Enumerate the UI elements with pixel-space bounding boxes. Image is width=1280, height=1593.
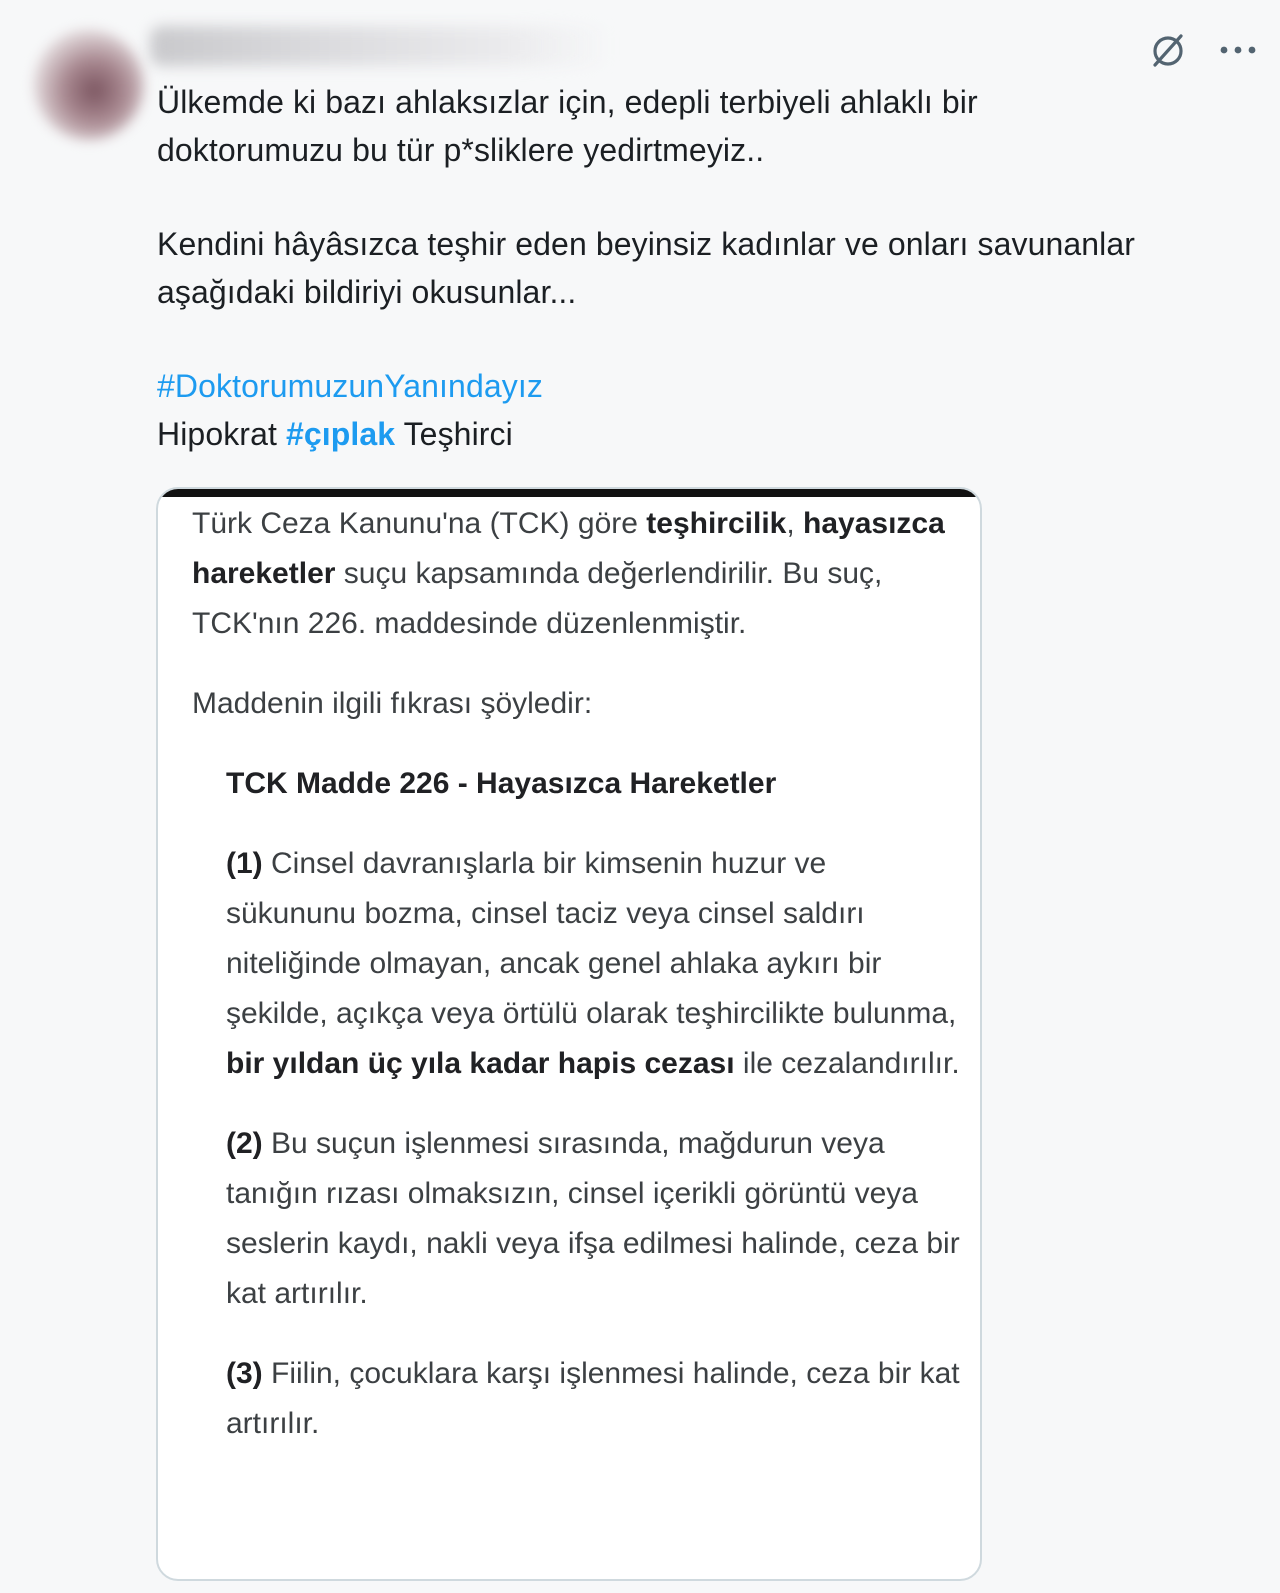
image-document-text [192, 499, 962, 1449]
doc-clause-2: (2) Bu suçun işlenmesi sırasında, mağdurun veya tanığın rızası olmaksızın, cinsel içerikli görüntü veya seslerin kaydı, nakli veya ifşa edilmesi halinde, ceza bir kat artırılır. [226, 1127, 960, 1310]
more-dots-icon[interactable] [1216, 28, 1260, 72]
hashtag-link[interactable]: #DoktorumuzunYanındayız [157, 368, 543, 404]
tweet-text [157, 78, 1157, 458]
doc-paragraph: Maddenin ilgili fıkrası şöyledir: [192, 687, 593, 720]
tweet-paragraph: Kendini hâyâsızca teşhir eden beyinsiz kadınlar ve onları savunanlar aşağıdaki bildiriyi okusunlar... [157, 226, 1136, 310]
slash-circle-icon[interactable] [1146, 28, 1190, 72]
tweet-last-line: Hipokrat #çıplak Teşhirci [157, 416, 513, 452]
tweet-paragraph: Ülkemde ki bazı ahlaksızlar için, edepli terbiyeli ahlaklı bir doktorumuzu bu tür p*sliklere yedirtmeyiz.. [157, 84, 978, 168]
tweet-actions-top [1146, 28, 1260, 72]
attached-image[interactable] [156, 487, 982, 1581]
hashtag-link[interactable]: #çıplak [285, 416, 396, 452]
avatar[interactable] [34, 30, 144, 140]
doc-clause-3: (3) Fiilin, çocuklara karşı işlenmesi halinde, ceza bir kat artırılır. [226, 1357, 960, 1440]
doc-clause-1: (1) Cinsel davranışlarla bir kimsenin huzur ve sükununu bozma, cinsel taciz veya cinsel saldırı niteliğinde olmayan, ancak genel ahlaka aykırı bir şekilde, açıkça veya örtülü olarak teşhircilikte bulunma, bir yıldan üç yıla kadar hapis cezası ile cezalandırılır. [226, 847, 960, 1080]
image-top-edge [158, 489, 980, 497]
doc-paragraph: Türk Ceza Kanunu'na (TCK) göre teşhircilik, hayasızca hareketler suçu kapsamında değerlendirilir. Bu suç, TCK'nın 226. maddesinde düzenlenmiştir. [192, 507, 945, 640]
doc-heading: TCK Madde 226 - Hayasızca Hareketler [226, 767, 777, 800]
author-name-blurred[interactable] [150, 26, 610, 66]
